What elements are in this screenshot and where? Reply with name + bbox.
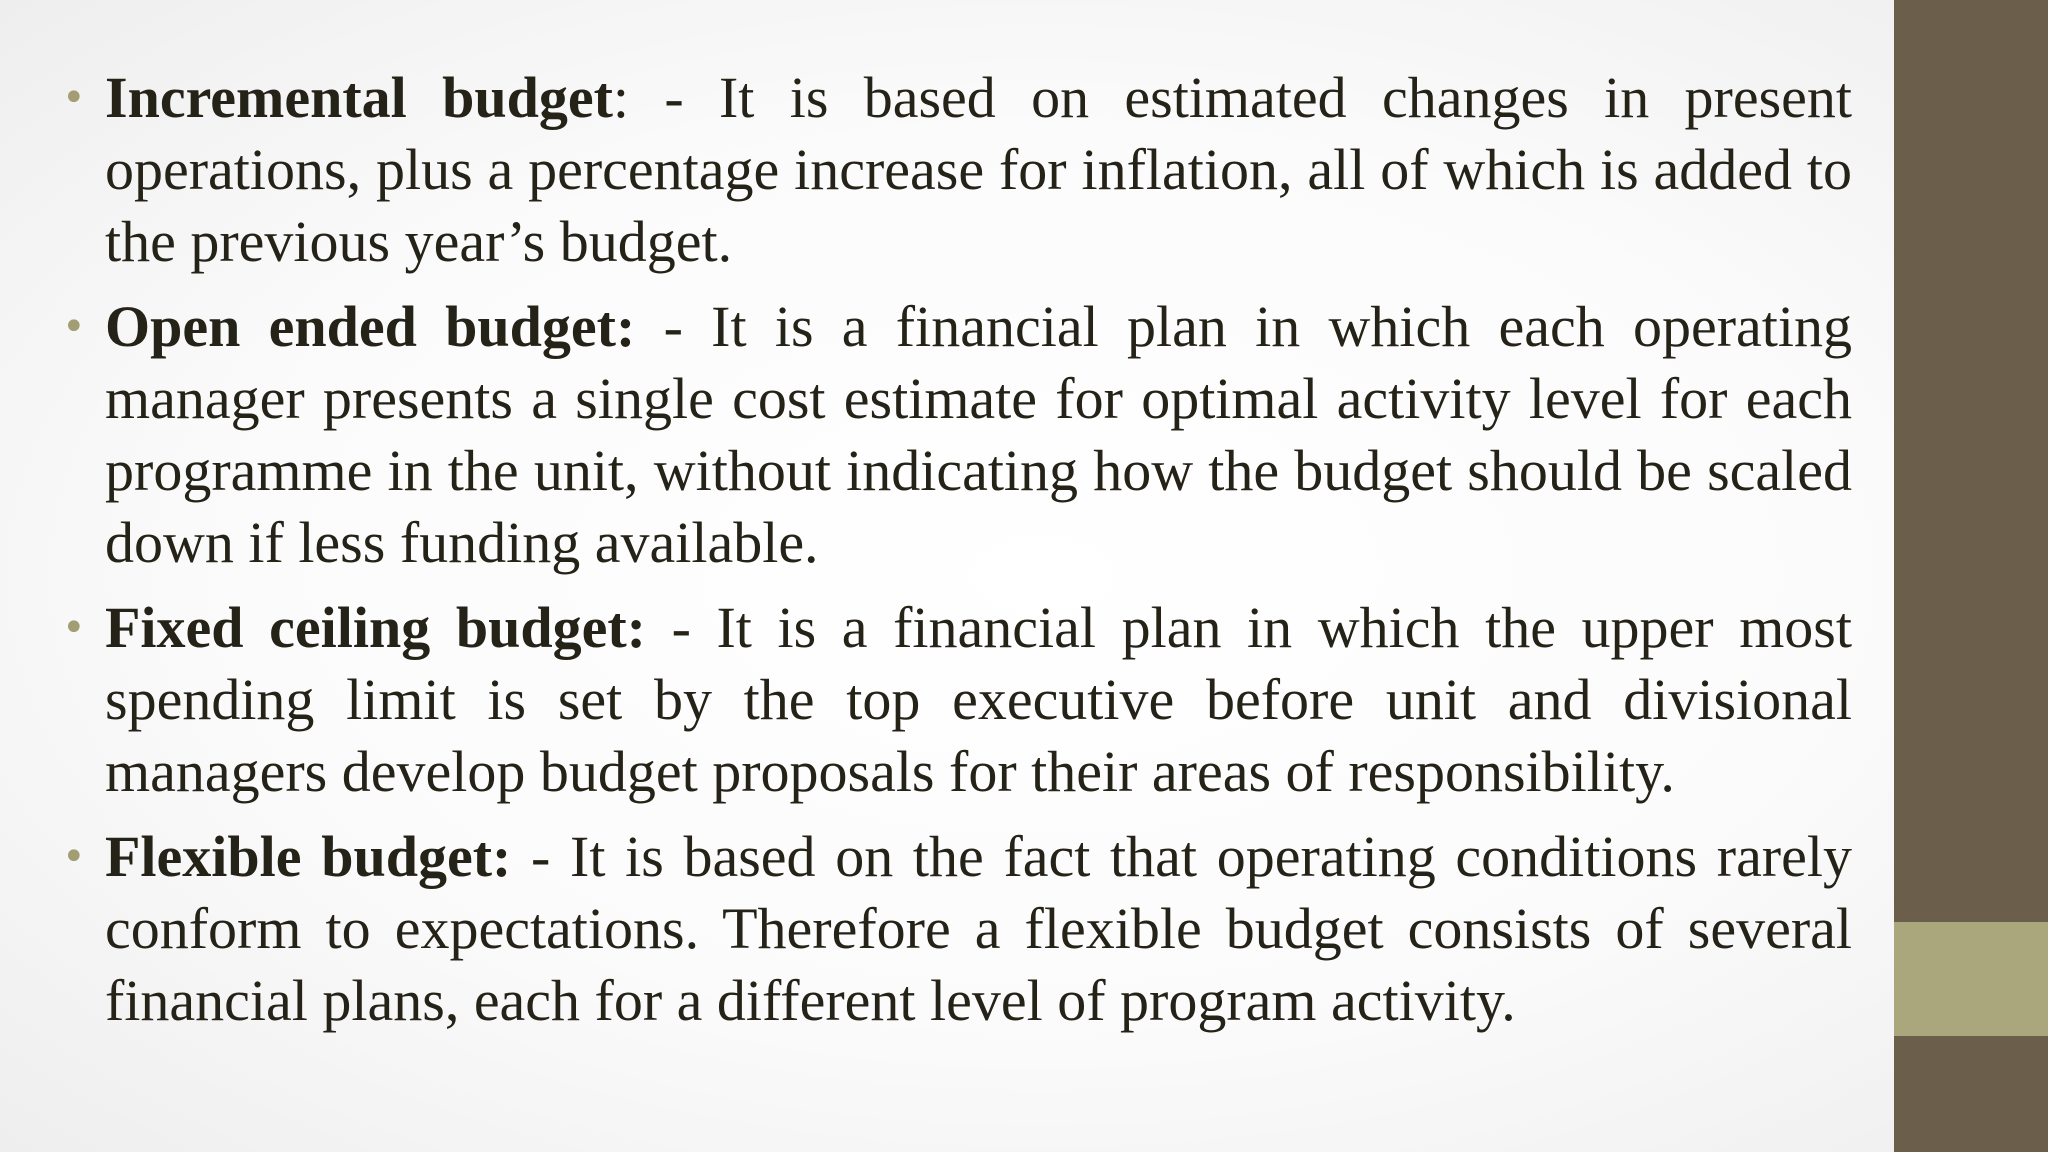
bullet-item-incremental-budget	[62, 62, 1852, 278]
sidebar-accent-block	[1894, 922, 2048, 1036]
term-label: Fixed ceiling budget:	[105, 595, 646, 660]
bullet-list	[62, 62, 1852, 1050]
bullet-icon: •	[62, 834, 86, 880]
bullet-item-open-ended-budget	[62, 291, 1852, 579]
definition-text: - It is based on the fact that operating conditions rarely conform to expectations. Therefore a flexible budget consists of several financial plans, each for a different level of program activity.	[105, 824, 1852, 1033]
bullet-icon: •	[62, 605, 86, 651]
bullet-item-fixed-ceiling-budget	[62, 592, 1852, 808]
definition-text: : - It is based on estimated changes in present operations, plus a percentage increase for inflation, all of which is added to the previous year’s budget.	[105, 65, 1852, 274]
definition-text: - It is a financial plan in which the upper most spending limit is set by the top executive before unit and divisional managers develop budget proposals for their areas of responsibility.	[105, 595, 1852, 804]
bullet-icon: •	[62, 75, 86, 121]
term-label: Open ended budget:	[105, 294, 636, 359]
bullet-item-flexible-budget	[62, 821, 1852, 1037]
term-label: Incremental budget	[105, 65, 613, 130]
term-label: Flexible budget:	[105, 824, 512, 889]
bullet-icon: •	[62, 304, 86, 350]
definition-text: - It is a financial plan in which each operating manager presents a single cost estimate for optimal activity level for each programme in the unit, without indicating how the budget should be scaled down if less funding available.	[105, 294, 1852, 575]
